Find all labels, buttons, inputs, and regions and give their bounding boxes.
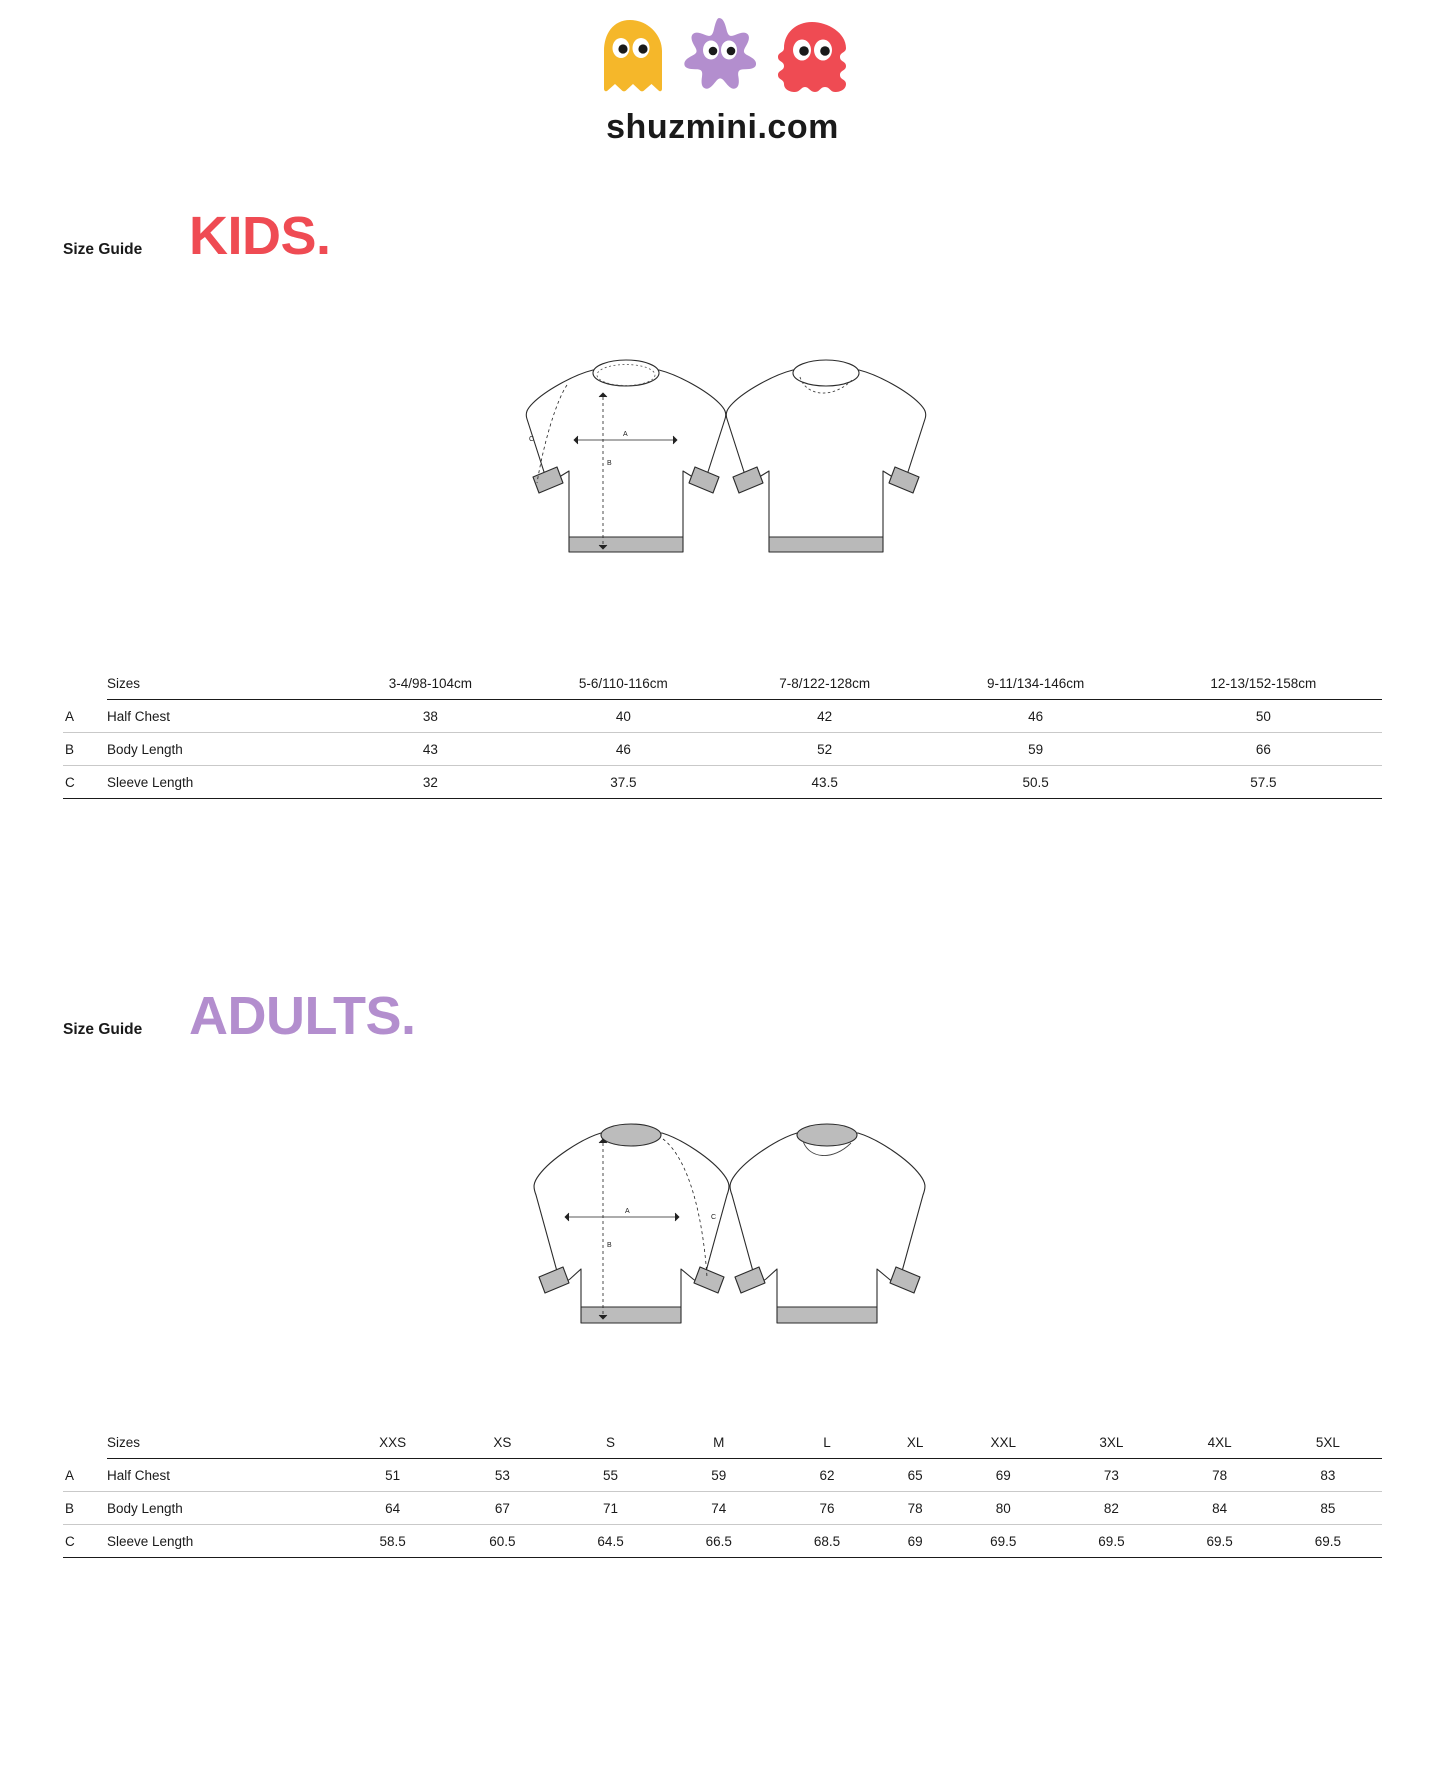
table-row [63,1492,1382,1525]
brand-icons [0,8,1445,94]
header-size-1: XXS [337,1426,448,1459]
table-row [63,1459,1382,1492]
ghost-icon [598,18,662,94]
cell: 66 [1145,733,1382,766]
brand-wordmark: shuzmini.com [606,108,839,146]
table-row [63,766,1382,799]
kids-table-wrap [0,667,1445,799]
cell: 74 [665,1492,773,1525]
cell: 71 [556,1492,664,1525]
cell: 62 [773,1459,881,1492]
cell: 69.5 [949,1525,1057,1558]
row-key: A [63,700,107,733]
header-size-3: S [556,1426,664,1459]
cell: 66.5 [665,1525,773,1558]
adults-garment-illustration [0,1107,1445,1362]
monster-icon [776,20,848,94]
cell: 37.5 [524,766,723,799]
cell: 82 [1057,1492,1165,1525]
cell: 80 [949,1492,1057,1525]
section-kids [0,206,1445,799]
mark-a-adults: A [624,1208,630,1215]
star-icon [680,16,758,94]
adults-heading [0,986,1445,1046]
mark-c-adults: C [710,1214,716,1221]
adults-title: ADULTS. [189,986,416,1046]
header-size-4: M [665,1426,773,1459]
cell: 46 [927,700,1145,733]
cell: 38 [337,700,524,733]
cell: 84 [1166,1492,1274,1525]
adults-size-guide-label: Size Guide [63,1021,143,1038]
cell: 59 [665,1459,773,1492]
header-spacer [63,1426,107,1459]
cell: 43 [337,733,524,766]
row-name: Sleeve Length [107,1525,337,1558]
brand-header [0,0,1445,147]
header-size-7: XXL [949,1426,1057,1459]
row-key: C [63,1525,107,1558]
mark-b-kids: B [606,460,612,467]
cell: 50.5 [927,766,1145,799]
header-size-2: XS [448,1426,556,1459]
cell: 69.5 [1274,1525,1382,1558]
kids-garment-illustration [0,325,1445,595]
cell: 67 [448,1492,556,1525]
cell: 60.5 [448,1525,556,1558]
cell: 43.5 [723,766,927,799]
cell: 78 [1166,1459,1274,1492]
mark-c-kids: C [528,436,534,443]
adults-size-table [63,1426,1382,1558]
table-row [63,700,1382,733]
kids-size-table [63,667,1382,799]
mark-a-kids: A [622,431,628,438]
row-name: Sleeve Length [107,766,337,799]
row-name: Body Length [107,1492,337,1525]
cell: 64.5 [556,1525,664,1558]
header-size-9: 4XL [1166,1426,1274,1459]
table-row [63,1525,1382,1558]
header-size-5: 12-13/152-158cm [1145,667,1382,700]
cell: 65 [881,1459,949,1492]
row-key: C [63,766,107,799]
cell: 59 [927,733,1145,766]
row-key: B [63,1492,107,1525]
cell: 76 [773,1492,881,1525]
header-size-1: 3-4/98-104cm [337,667,524,700]
header-size-6: XL [881,1426,949,1459]
header-size-8: 3XL [1057,1426,1165,1459]
cell: 69.5 [1166,1525,1274,1558]
header-size-4: 9-11/134-146cm [927,667,1145,700]
row-key: B [63,733,107,766]
adults-table-wrap [0,1426,1445,1558]
cell: 53 [448,1459,556,1492]
header-spacer [63,667,107,700]
header-sizes: Sizes [107,667,337,700]
header-size-10: 5XL [1274,1426,1382,1459]
cell: 68.5 [773,1525,881,1558]
header-size-5: L [773,1426,881,1459]
cell: 50 [1145,700,1382,733]
cell: 73 [1057,1459,1165,1492]
cell: 69 [881,1525,949,1558]
cell: 83 [1274,1459,1382,1492]
row-name: Half Chest [107,1459,337,1492]
row-name: Body Length [107,733,337,766]
mark-b-adults: B [606,1242,612,1249]
kids-size-guide-label: Size Guide [63,241,143,258]
kids-heading [0,206,1445,266]
cell: 57.5 [1145,766,1382,799]
table-header-row [63,667,1382,700]
cell: 32 [337,766,524,799]
cell: 78 [881,1492,949,1525]
cell: 55 [556,1459,664,1492]
row-name: Half Chest [107,700,337,733]
table-header-row [63,1426,1382,1459]
section-adults [0,986,1445,1558]
row-key: A [63,1459,107,1492]
cell: 46 [524,733,723,766]
cell: 69 [949,1459,1057,1492]
cell: 64 [337,1492,448,1525]
cell: 85 [1274,1492,1382,1525]
cell: 40 [524,700,723,733]
table-row [63,733,1382,766]
cell: 69.5 [1057,1525,1165,1558]
kids-title: KIDS. [189,206,331,266]
cell: 42 [723,700,927,733]
header-size-3: 7-8/122-128cm [723,667,927,700]
cell: 52 [723,733,927,766]
header-sizes: Sizes [107,1426,337,1459]
cell: 58.5 [337,1525,448,1558]
cell: 51 [337,1459,448,1492]
header-size-2: 5-6/110-116cm [524,667,723,700]
